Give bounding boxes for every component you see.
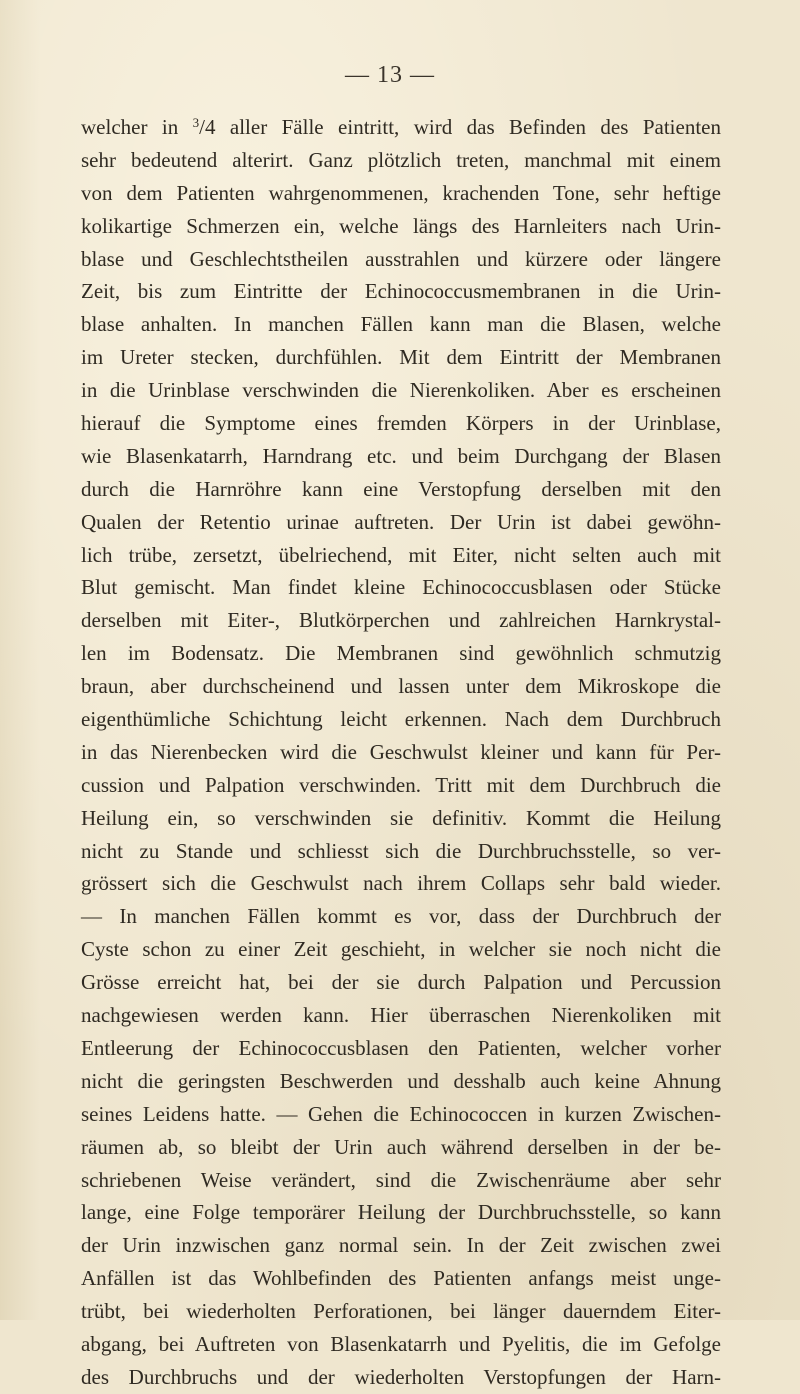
text-line: blase und Geschlechtstheilen ausstrahlen und kürzere oder längere — [81, 246, 721, 271]
text-line: trübt, bei wiederholten Perforationen, bei länger dauerndem Eiter- — [81, 1299, 721, 1324]
page-number: — 13 — — [345, 62, 435, 88]
text-line: im Ureter stecken, durchfühlen. Mit dem Eintritt der Membranen — [81, 345, 721, 370]
text-line: sehr bedeutend alterirt. Ganz plötzlich treten, manchmal mit einem — [81, 147, 721, 172]
text-line-end: aller Fälle eintritt, wird das Befinden des Patienten — [215, 115, 721, 139]
text-line: lich trübe, zersetzt, übelriechend, mit Eiter, nicht selten auch mit — [81, 542, 721, 567]
text-line: des Durchbruchs und der wiederholten Verstopfungen der Harn- — [81, 1364, 721, 1389]
fraction-denominator: /4 — [199, 115, 216, 139]
text-line: schriebenen Weise verändert, sind die Zwischenräume aber sehr — [81, 1167, 721, 1192]
text-line: grössert sich die Geschwulst nach ihrem Collaps sehr bald wieder. — [81, 871, 721, 896]
text-line: blase anhalten. In manchen Fällen kann man die Blasen, welche — [81, 312, 721, 337]
text-line: nicht die geringsten Beschwerden und desshalb auch keine Ahnung — [81, 1068, 721, 1093]
text-line: hierauf die Symptome eines fremden Körpers in der Urinblase, — [81, 411, 721, 436]
text-line: wie Blasenkatarrh, Harndrang etc. und beim Durchgang der Blasen — [81, 443, 721, 468]
text-line: in die Urinblase verschwinden die Nierenkoliken. Aber es erscheinen — [81, 378, 721, 403]
body-text — [81, 111, 721, 1394]
text-line: braun, aber durchscheinend und lassen unter dem Mikroskope die — [81, 674, 721, 699]
text-line: kolikartige Schmerzen ein, welche längs des Harnleiters nach Urin- — [81, 213, 721, 238]
text-line: seines Leidens hatte. — Gehen die Echinococcen in kurzen Zwischen- — [81, 1101, 721, 1126]
text-line: nicht zu Stande und schliesst sich die Durchbruchsstelle, so ver- — [81, 838, 721, 863]
text-line: der Urin inzwischen ganz normal sein. In der Zeit zwischen zwei — [81, 1233, 721, 1258]
text-line: eigenthümliche Schichtung leicht erkennen. Nach dem Durchbruch — [81, 707, 721, 732]
text-line: len im Bodensatz. Die Membranen sind gewöhnlich schmutzig — [81, 641, 721, 666]
text-line: nachgewiesen werden kann. Hier überraschen Nierenkoliken mit — [81, 1003, 721, 1028]
text-line: Zeit, bis zum Eintritte der Echinococcusmembranen in die Urin- — [81, 279, 721, 304]
text-line: abgang, bei Auftreten von Blasenkatarrh und Pyelitis, die im Gefolge — [81, 1331, 721, 1356]
text-line: Cyste schon zu einer Zeit geschieht, in welcher sie noch nicht die — [81, 937, 721, 962]
text-line: Heilung ein, so verschwinden sie definitiv. Kommt die Heilung — [81, 805, 721, 830]
text-line: Entleerung der Echinococcusblasen den Patienten, welcher vorher — [81, 1035, 721, 1060]
text-line: — In manchen Fällen kommt es vor, dass der Durchbruch der — [81, 904, 721, 929]
text-line: Blut gemischt. Man findet kleine Echinococcusblasen oder Stücke — [81, 575, 721, 600]
text-line: cussion und Palpation verschwinden. Tritt mit dem Durchbruch die — [81, 772, 721, 797]
text-line — [81, 111, 721, 144]
text-line-start: welcher in — [81, 115, 193, 139]
text-line: räumen ab, so bleibt der Urin auch während derselben in der be- — [81, 1134, 721, 1159]
text-line: derselben mit Eiter-, Blutkörperchen und zahlreichen Harnkrystal- — [81, 608, 721, 633]
text-line: durch die Harnröhre kann eine Verstopfung derselben mit den — [81, 476, 721, 501]
text-line: von dem Patienten wahrgenommenen, krachenden Tone, sehr heftige — [81, 180, 721, 205]
fraction-numerator: 3 — [192, 115, 200, 130]
text-line: Anfällen ist das Wohlbefinden des Patienten anfangs meist unge- — [81, 1266, 721, 1291]
text-line: Qualen der Retentio urinae auftreten. Der Urin ist dabei gewöhn- — [81, 509, 721, 534]
text-line: Grösse erreicht hat, bei der sie durch Palpation und Percussion — [81, 970, 721, 995]
text-line: lange, eine Folge temporärer Heilung der Durchbruchsstelle, so kann — [81, 1200, 721, 1225]
text-line: in das Nierenbecken wird die Geschwulst kleiner und kann für Per- — [81, 739, 721, 764]
